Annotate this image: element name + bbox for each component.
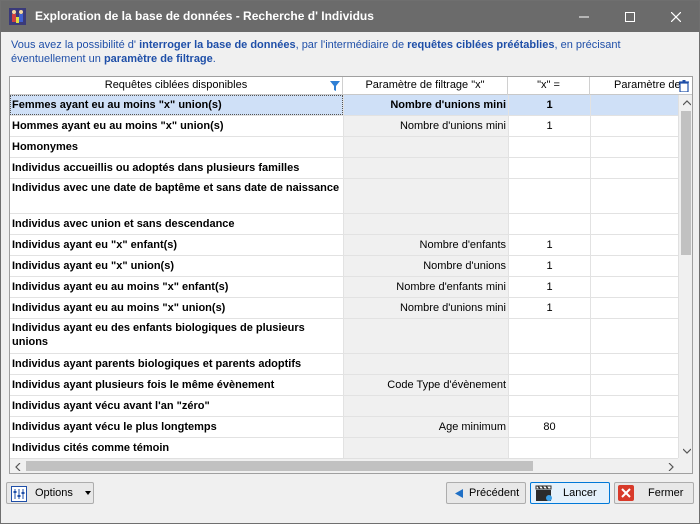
extra-parameter-cell[interactable] — [590, 95, 678, 115]
query-name-cell[interactable]: Individus ayant parents biologiques et parents adoptifs — [12, 358, 302, 370]
column-header-parameter[interactable] — [343, 77, 508, 95]
query-name-cell[interactable]: Femmes ayant eu au moins "x" union(s) — [10, 95, 343, 115]
minimize-button[interactable] — [561, 1, 607, 32]
table-row[interactable] — [10, 277, 678, 298]
extra-parameter-cell[interactable] — [590, 116, 678, 136]
filter-parameter-text: Code Type d'évènement — [387, 379, 506, 391]
table-row[interactable] — [10, 95, 678, 116]
x-value-text: 80 — [543, 421, 556, 433]
table-row[interactable] — [10, 214, 678, 235]
x-value-cell[interactable] — [508, 396, 590, 416]
extra-parameter-cell[interactable] — [590, 214, 678, 234]
extra-parameter-cell[interactable] — [590, 319, 678, 353]
table-row[interactable] — [10, 417, 678, 438]
filter-parameter-cell[interactable] — [343, 438, 508, 458]
x-value-text: 1 — [546, 239, 553, 251]
window-title: Exploration de la base de données - Recherche d' Individus — [35, 9, 374, 23]
options-button[interactable] — [6, 482, 94, 504]
table-row[interactable] — [10, 375, 678, 396]
info-text-bold: interroger la base de données — [139, 39, 296, 51]
filter-parameter-text: Nombre d'enfants mini — [396, 281, 506, 293]
query-name-cell[interactable]: Individus ayant plusieurs fois le même évènement — [12, 379, 275, 391]
table-row[interactable] — [10, 438, 678, 459]
filter-parameter-text: Nombre d'unions mini — [390, 99, 506, 111]
info-text-part: , en précisant éventuellement un — [11, 39, 621, 65]
scroll-up-button[interactable] — [679, 95, 693, 110]
query-name-cell[interactable]: Individus ayant eu "x" enfant(s) — [12, 239, 178, 251]
query-name-cell[interactable]: Individus ayant eu au moins "x" union(s) — [12, 302, 226, 314]
chevron-up-icon — [683, 100, 691, 106]
x-value-cell[interactable] — [508, 256, 590, 276]
query-name-cell[interactable]: Individus accueillis ou adoptés dans plusieurs familles — [12, 162, 300, 174]
extra-parameter-cell[interactable] — [590, 235, 678, 255]
launch-button[interactable] — [530, 482, 610, 504]
extra-parameter-cell[interactable] — [590, 179, 678, 213]
vertical-scrollbar[interactable] — [678, 95, 693, 458]
info-text-part: Vous avez la possibilité d' — [11, 39, 140, 51]
query-name-cell[interactable]: Individus avec une date de baptême et sans date de naissance — [12, 182, 340, 194]
table-row[interactable] — [10, 179, 678, 214]
x-value-cell[interactable] — [508, 298, 590, 318]
filter-parameter-cell[interactable] — [343, 298, 508, 318]
filter-parameter-cell[interactable] — [343, 396, 508, 416]
x-value-cell[interactable] — [508, 417, 590, 437]
launch-button-label: Lancer — [563, 487, 597, 499]
x-value-cell[interactable] — [508, 158, 590, 178]
filter-parameter-cell[interactable] — [343, 354, 508, 374]
info-text — [11, 38, 691, 66]
x-value-cell[interactable] — [508, 179, 590, 213]
table-row[interactable] — [10, 298, 678, 319]
extra-parameter-cell[interactable] — [590, 137, 678, 157]
column-header-label: Paramètre de — [614, 79, 681, 91]
x-value-cell[interactable] — [508, 354, 590, 374]
filter-parameter-cell[interactable] — [343, 319, 508, 353]
column-header-queries[interactable] — [10, 77, 343, 95]
x-value-text: 1 — [546, 281, 553, 293]
table-row[interactable] — [10, 158, 678, 179]
column-header-label: Paramètre de filtrage "x" — [365, 79, 485, 91]
close-icon — [671, 12, 681, 22]
filter-parameter-text: Nombre d'unions mini — [399, 302, 506, 314]
vertical-scroll-thumb[interactable] — [681, 111, 691, 255]
query-name-cell[interactable]: Hommes ayant eu au moins "x" union(s) — [12, 120, 224, 132]
x-value-cell[interactable] — [508, 375, 590, 395]
filter-parameter-cell[interactable] — [343, 277, 508, 297]
extra-parameter-cell[interactable] — [590, 354, 678, 374]
info-text-bold: requêtes ciblées préétablies — [407, 39, 555, 51]
extra-parameter-cell[interactable] — [590, 417, 678, 437]
close-red-icon — [618, 485, 634, 501]
options-button-label: Options — [35, 487, 73, 499]
info-text-part: , par l'intermédiaire de — [295, 39, 408, 51]
settings-sliders-icon — [11, 486, 27, 502]
chevron-left-icon — [15, 463, 21, 471]
extra-parameter-cell[interactable] — [590, 298, 678, 318]
filter-parameter-text: Age minimum — [438, 421, 506, 433]
title-bar[interactable] — [1, 1, 699, 32]
filter-parameter-text: Nombre d'unions — [423, 260, 506, 272]
table-row[interactable] — [10, 256, 678, 277]
extra-parameter-cell[interactable] — [590, 375, 678, 395]
scroll-down-button[interactable] — [679, 443, 693, 458]
filter-parameter-text: Nombre d'unions mini — [399, 120, 506, 132]
scroll-corner — [678, 458, 693, 473]
extra-parameter-cell[interactable] — [590, 158, 678, 178]
previous-button-label: Précédent — [469, 487, 520, 499]
scroll-right-button[interactable] — [663, 459, 678, 474]
x-value-text: 1 — [546, 302, 553, 314]
query-name-cell[interactable]: Individus ayant eu au moins "x" enfant(s) — [12, 281, 229, 293]
query-name-cell[interactable]: Individus ayant eu des enfants biologiques de plusieurs unions — [12, 322, 305, 348]
query-name-cell[interactable]: Individus avec union et sans descendance — [12, 218, 235, 230]
x-value-cell[interactable] — [508, 438, 590, 458]
maximize-button[interactable] — [607, 1, 653, 32]
filter-parameter-cell[interactable] — [343, 179, 508, 213]
extra-parameter-cell[interactable] — [590, 256, 678, 276]
info-text-part: . — [212, 53, 216, 65]
scroll-left-button[interactable] — [10, 459, 25, 474]
extra-parameter-cell[interactable] — [590, 396, 678, 416]
queries-grid[interactable] — [9, 76, 693, 474]
grid-rows — [10, 95, 678, 459]
x-value-cell[interactable] — [508, 137, 590, 157]
clapperboard-icon — [535, 485, 553, 502]
filter-parameter-cell[interactable] — [343, 158, 508, 178]
x-value-cell[interactable] — [508, 116, 590, 136]
filter-parameter-cell[interactable] — [343, 417, 508, 437]
x-value-cell[interactable] — [508, 319, 590, 353]
query-name-cell[interactable]: Individus cités comme témoin — [12, 442, 170, 454]
chevron-right-icon — [668, 463, 674, 471]
horizontal-scrollbar[interactable] — [10, 458, 678, 473]
grid-header — [10, 77, 692, 95]
extra-parameter-cell[interactable] — [590, 277, 678, 297]
close-button[interactable] — [614, 482, 694, 504]
filter-parameter-cell[interactable] — [343, 375, 508, 395]
query-name-cell[interactable]: Homonymes — [12, 141, 79, 153]
info-text-bold: paramètre de filtrage — [103, 53, 213, 65]
chevron-down-icon — [683, 448, 691, 454]
filter-parameter-cell[interactable] — [343, 137, 508, 157]
table-row[interactable] — [10, 396, 678, 417]
filter-parameter-cell[interactable] — [343, 116, 508, 136]
horizontal-scroll-thumb[interactable] — [26, 461, 533, 471]
column-header-label: "x" = — [537, 79, 560, 91]
query-name-cell[interactable]: Individus ayant eu "x" union(s) — [12, 260, 175, 272]
delete-icon[interactable] — [679, 80, 689, 92]
minimize-icon — [579, 12, 589, 22]
extra-parameter-cell[interactable] — [590, 438, 678, 458]
table-row[interactable] — [10, 137, 678, 158]
close-button-label: Fermer — [648, 487, 684, 499]
query-name-cell[interactable]: Individus ayant vécu le plus longtemps — [12, 421, 217, 433]
x-value-text: 1 — [546, 99, 553, 111]
filter-parameter-cell[interactable] — [343, 235, 508, 255]
filter-parameter-text: Nombre d'enfants — [419, 239, 506, 251]
table-row[interactable] — [10, 116, 678, 137]
x-value-text: 1 — [546, 120, 553, 132]
x-value-cell[interactable] — [508, 95, 590, 115]
filter-icon[interactable] — [330, 81, 340, 91]
filter-parameter-cell[interactable] — [343, 214, 508, 234]
column-header-parameter-2[interactable] — [590, 77, 692, 95]
table-row[interactable] — [10, 235, 678, 256]
x-value-cell[interactable] — [508, 235, 590, 255]
x-value-cell[interactable] — [508, 214, 590, 234]
query-name-cell[interactable]: Individus ayant vécu avant l'an "zéro" — [12, 400, 210, 412]
column-header-x-value[interactable] — [508, 77, 590, 95]
arrow-left-icon — [455, 489, 463, 498]
x-value-text: 1 — [546, 260, 553, 272]
maximize-icon — [625, 12, 635, 22]
filter-parameter-cell[interactable] — [343, 95, 508, 115]
table-row[interactable] — [10, 354, 678, 375]
table-row[interactable] — [10, 319, 678, 354]
dropdown-arrow-icon — [85, 491, 91, 495]
x-value-cell[interactable] — [508, 277, 590, 297]
filter-parameter-cell[interactable] — [343, 256, 508, 276]
column-header-label: Requêtes ciblées disponibles — [104, 79, 248, 91]
family-tree-app-icon — [9, 8, 26, 25]
close-window-button[interactable] — [653, 1, 699, 32]
previous-button[interactable] — [446, 482, 526, 504]
